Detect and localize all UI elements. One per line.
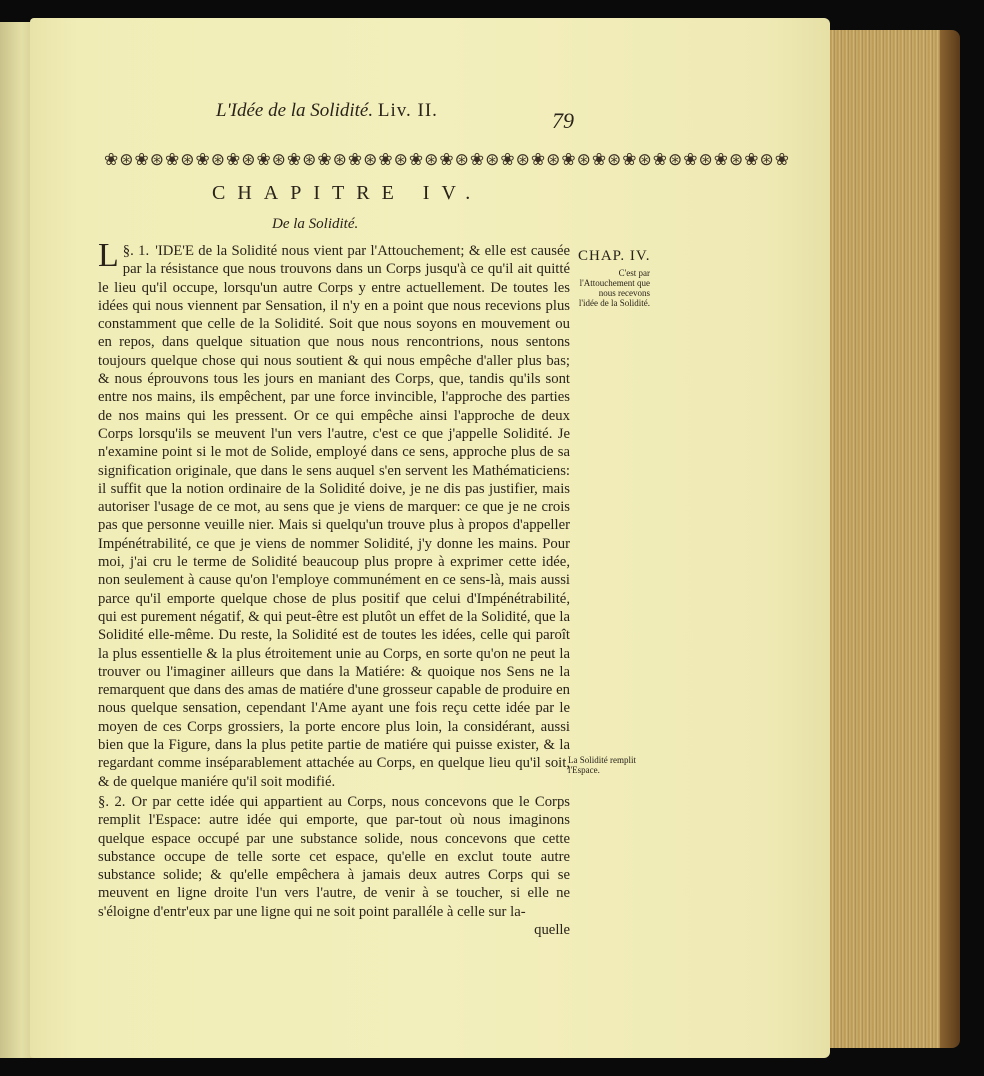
section-mark: §. 2. — [98, 793, 126, 810]
margin-note-1: C'est par l'Attouchement que nous recevons l'idée de la Solidité. — [578, 268, 650, 308]
chapter-title: CHAPITRE IV. — [212, 182, 483, 204]
paragraph-text: 'IDE'E de la Solidité nous vient par l'Attouchement; & elle est causée par la résistance que nous trouvons dans un Corps jusqu'à ce qu'il ait quitté le lieu qu'il occupe, lorsqu'un autre Corps y entre actuellement. De toutes les idées qui nous viennent par Sensation, il n'y en a point que nous recevions plus constamment que celle de la Solidité. Soit que nous soyons en mouvement ou en repos, dans quelque situation que nous nous rencontrions, nous sentons toujours quelque chose qui nous soutient & qui nous empêche d'aller plus bas; & nous éprouvons tous les jours en maniant des Corps, que, tandis qu'ils sont entre nos mains, ils empêchent, par une force invincible, l'approche des parties de nos mains qui les pressent. Or ce qui empêche ainsi l'approche de deux Corps lorsqu'ils se meuvent l'un vers l'autre, c'est ce que j'appelle Solidité. Je n'examine point si le mot de Solide, employé dans ce sens, approche plus de sa signification originale, que dans le sens auquel s'en servent les Mathématiciens: il suffit que la notion ordinaire de la Solidité doive, je ne dis pas justifier, mais autoriser l'usage de ce mot, au sens que je viens de marquer: ce que je ne crois pas que personne veuille nier. Mais si quelqu'un trouve plus à propos d'appeller Impénétrabilité, ce que je viens de nommer Solidité, j'y donne les mains. Pour moi, j'ai cru le terme de Solidité beaucoup plus propre à exprimer cette idée, non seulement à cause qu'on l'employe communément en ce sens-là, mais aussi parce qu'il emporte quelque chose de plus positif que celui d'Impénétrabilité, qui est purement négatif, & qui peut-être est plutôt un effet de la Solidité, que la Solidité elle-même. Du reste, la Solidité est de toutes les idées, celle qui paroît la plus essentielle & la plus étroitement unie au Corps, en sorte qu'on ne peut la trouver ou l'imaginer ailleurs que dans la Matiére: & quoique nos Sens ne la remarquent que dans des amas de matiére d'une grosseur capable de produire en nous quelque sensation, cependant l'Ame ayant une fois reçu cette idée par le moyen de ces Corps grossiers, la porte encore plus loin, la considérant, aussi bien que la Figure, dans la plus petite partie de matiére qui puisse exister, & la regardant comme inséparablement attachée au Corps, en quelque lieu qu'il soit, & de quelque maniére qu'il soit modifié. — [98, 243, 571, 790]
margin-note-2: La Solidité remplit l'Espace. — [568, 755, 636, 775]
book-number: Liv. II. — [377, 100, 438, 121]
paragraph-text: Or par cette idée qui appartient au Corps, nous concevons que le Corps remplit l'Espace: autre idée qui emporte, que par-tout où nous imaginons quelque espace occupé par une substance solide, nous concevons que cette substance occupe de telle sorte cet espace, qu'elle en exclut toute autre substance solide; & qu'elle empêchera à jamais deux autres Corps qui se meuvent en ligne droite l'un vers l'autre, de venir à se toucher, si elle ne s'éloigne d'entr'eux par une ligne qui ne soit point paralléle à celle sur la- — [98, 793, 571, 920]
paragraph-2 — [98, 793, 570, 921]
drop-cap: L — [98, 237, 119, 274]
paragraph-1 — [98, 237, 571, 791]
page-number: 79 — [552, 108, 574, 133]
page-edges — [822, 30, 952, 1048]
running-title — [216, 100, 438, 122]
book-cover-edge — [940, 30, 960, 1048]
catchword: quelle — [534, 921, 570, 938]
ornament-band: ❀⊛❀⊛❀⊛❀⊛❀⊛❀⊛❀⊛❀⊛❀⊛❀⊛❀⊛❀⊛❀⊛❀⊛❀⊛❀⊛❀⊛❀⊛❀⊛❀⊛❀⊛❀⊛❀ — [104, 150, 790, 169]
running-title-text: L'Idée de la Solidité. — [216, 100, 374, 121]
main-text — [98, 237, 571, 939]
margin-heading: CHAP. IV. — [578, 248, 651, 264]
chapter-subtitle: De la Solidité. — [272, 216, 359, 232]
section-mark: §. 1. — [122, 243, 150, 259]
